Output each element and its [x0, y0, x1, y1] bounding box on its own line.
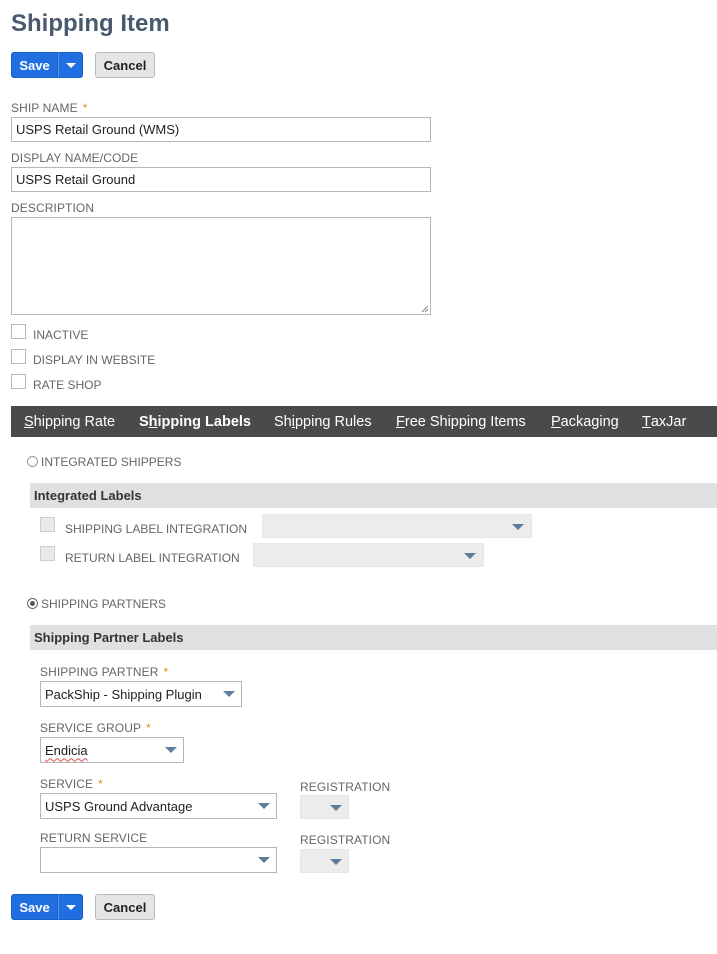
- shipping-partner-value: PackShip - Shipping Plugin: [45, 686, 202, 702]
- integrated-labels-header: Integrated Labels: [30, 483, 717, 508]
- return-label-integration-checkbox[interactable]: [40, 546, 55, 561]
- tab-shipping-rate[interactable]: S hipping Rate: [24, 413, 116, 430]
- inactive-label: INACTIVE: [33, 328, 89, 342]
- page-title: Shipping Item: [11, 10, 170, 37]
- chevron-down-icon: [330, 805, 342, 811]
- required-marker: *: [82, 101, 88, 115]
- description-textarea[interactable]: [11, 217, 431, 315]
- shipping-partner-label: SHIPPING PARTNER *: [40, 665, 169, 679]
- chevron-down-icon: [512, 524, 524, 530]
- required-marker: *: [163, 665, 169, 679]
- shipping-label-integration-label: SHIPPING LABEL INTEGRATION: [65, 522, 248, 536]
- return-label-integration-select[interactable]: [253, 543, 484, 567]
- service-group-value: Endicia: [45, 742, 88, 758]
- chevron-down-icon: [258, 803, 270, 809]
- return-registration-label: REGISTRATION: [300, 833, 391, 847]
- required-marker: *: [146, 721, 151, 735]
- chevron-down-icon: [165, 747, 177, 753]
- display-in-website-checkbox[interactable]: [11, 349, 26, 364]
- inactive-checkbox[interactable]: [11, 324, 26, 339]
- chevron-down-icon: [66, 63, 76, 68]
- save-button[interactable]: Save: [11, 52, 58, 78]
- return-service-label: RETURN SERVICE: [40, 831, 148, 845]
- ship-name-input[interactable]: USPS Retail Ground (WMS): [11, 117, 431, 142]
- tab-shipping-rules[interactable]: Sh i pping Rules: [274, 413, 372, 430]
- return-registration-select[interactable]: [300, 849, 349, 873]
- display-name-input[interactable]: USPS Retail Ground: [11, 167, 431, 192]
- ship-name-label: SHIP NAME *: [11, 101, 88, 115]
- return-service-select[interactable]: [40, 847, 277, 873]
- service-group-select[interactable]: [40, 737, 184, 763]
- chevron-down-icon: [66, 905, 76, 910]
- service-value: USPS Ground Advantage: [45, 798, 193, 814]
- integrated-shippers-label: INTEGRATED SHIPPERS: [41, 455, 182, 469]
- rate-shop-label: RATE SHOP: [33, 378, 102, 392]
- registration-select[interactable]: [300, 795, 349, 819]
- service-select[interactable]: [40, 793, 277, 819]
- tab-shipping-labels[interactable]: S h ipping Labels: [139, 413, 251, 430]
- shipping-partners-radio[interactable]: [27, 598, 38, 609]
- chevron-down-icon: [258, 857, 270, 863]
- integrated-shippers-radio[interactable]: [27, 456, 38, 467]
- service-label: SERVICE *: [40, 777, 103, 791]
- service-group-label: SERVICE GROUP *: [40, 721, 151, 735]
- display-in-website-label: DISPLAY IN WEBSITE: [33, 353, 156, 367]
- shipping-partners-label: SHIPPING PARTNERS: [41, 597, 166, 611]
- cancel-button[interactable]: Cancel: [95, 52, 155, 78]
- registration-label: REGISTRATION: [300, 780, 391, 794]
- shipping-label-integration-select[interactable]: [262, 514, 532, 538]
- shipping-partner-labels-header: Shipping Partner Labels: [30, 625, 717, 650]
- chevron-down-icon: [464, 553, 476, 559]
- bottom-save-options-button[interactable]: [58, 894, 83, 920]
- tab-taxjar[interactable]: T axJar: [642, 413, 687, 430]
- display-name-label: DISPLAY NAME/CODE: [11, 151, 139, 165]
- bottom-save-button[interactable]: Save: [11, 894, 58, 920]
- chevron-down-icon: [223, 691, 235, 697]
- shipping-partner-select[interactable]: [40, 681, 242, 707]
- tab-free-shipping-items[interactable]: F ree Shipping Items: [396, 413, 526, 430]
- description-label: DESCRIPTION: [11, 201, 95, 215]
- subtab-bar: [11, 406, 717, 437]
- tab-packaging[interactable]: P ackaging: [551, 413, 619, 430]
- shipping-label-integration-checkbox[interactable]: [40, 517, 55, 532]
- save-options-button[interactable]: [58, 52, 83, 78]
- return-label-integration-label: RETURN LABEL INTEGRATION: [65, 551, 240, 565]
- chevron-down-icon: [330, 859, 342, 865]
- bottom-cancel-button[interactable]: Cancel: [95, 894, 155, 920]
- resize-grip-icon[interactable]: [421, 305, 429, 313]
- rate-shop-checkbox[interactable]: [11, 374, 26, 389]
- required-marker: *: [98, 777, 103, 791]
